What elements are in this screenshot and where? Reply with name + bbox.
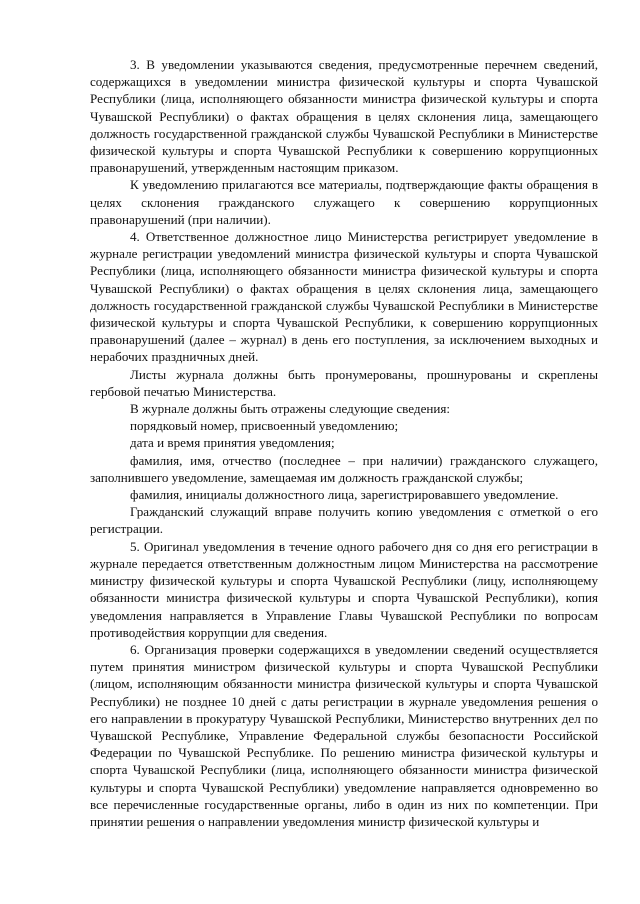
list-item-servant-name: фамилия, имя, отчество (последнее – при наличии) гражданского служащего, заполнившего уведомление, замещаемая им должность гражданской службы; [90,452,598,485]
paragraph-journal-sheets: Листы журнала должны быть пронумерованы, прошнурованы и скреплены гербовой печатью Министерства. [90,366,598,399]
paragraph-5-original-transfer: 5. Оригинал уведомления в течение одного рабочего дня со дня его регистрации в журнале передается ответственным должностным лицом Министерства на рассмотрение министру физической культуры и спорта Чувашской Республики (лицу, исполняющему обязанности министра физической культуры и спорта Чувашской Республики), копия уведомления направляется в Управление Главы Чувашской Республики по вопросам противодействия коррупции для сведения. [90,538,598,640]
list-item-official-name: фамилия, инициалы должностного лица, зарегистрировавшего уведомление. [130,487,559,503]
paragraph-attachments: К уведомлению прилагаются все материалы, подтверждающие факты обращения в целях склонения гражданского служащего к совершению коррупционных правонарушений (при наличии). [90,177,598,227]
paragraph-copy-right: Гражданский служащий вправе получить копию уведомления с отметкой о его регистрации. [90,504,598,537]
paragraph-6-verification: 6. Организация проверки содержащихся в уведомлении сведений осуществляется путем принятия министром физической культуры и спорта Чувашской Республики (лицом, исполняющим обязанности министра физической культуры и спорта Чувашской Республики) не позднее 10 дней с даты регистрации в журнале уведомления решения о его направлении в прокуратуру Чувашской Республики, Министерство внутренних дел по Чувашской Республике, Управление Федеральной службы безопасности Российской Федерации по Чувашской Республике. По решению министра физической культуры и спорта Чувашской Республики (лица, исполняющего обязанности министра физической культуры и спорта Чувашской Республики) уведомление направляется одновременно во все перечисленные государственные органы, либо в один из них по компетенции. При принятии решения о направлении уведомления министр физической культуры и [90,641,598,829]
document-page [90,56,598,830]
paragraph-journal-fields-intro: В журнале должны быть отражены следующие сведения: [130,401,451,417]
list-item-date-time: дата и время принятия уведомления; [130,435,335,451]
list-item-serial-number: порядковый номер, присвоенный уведомлению; [130,418,399,434]
paragraph-3-notice-contents: 3. В уведомлении указываются сведения, предусмотренные перечнем сведений, содержащихся в уведомлении министра физической культуры и спорта Чувашской Республики (лица, исполняющего обязанности министра физической культуры и спорта Чувашской Республики) о фактах обращения в целях склонения лица, замещающего должность государственной гражданской службы Чувашской Республики в Министерстве физической культуры и спорта Чувашской Республики к совершению коррупционных правонарушений, утвержденным настоящим приказом. [90,57,598,176]
paragraph-4-registration: 4. Ответственное должностное лицо Министерства регистрирует уведомление в журнале регистрации уведомлений министра физической культуры и спорта Чувашской Республики (лица, исполняющего обязанности министра физической культуры и спорта Чувашской Республики) о фактах обращения в целях склонения лица, замещающего должность государственной гражданской службы Чувашской Республики в Министерстве физической культуры и спорта Чувашской Республики, к совершению коррупционных правонарушений (далее – журнал) в день его поступления, за исключением выходных и нерабочих праздничных дней. [90,229,598,365]
